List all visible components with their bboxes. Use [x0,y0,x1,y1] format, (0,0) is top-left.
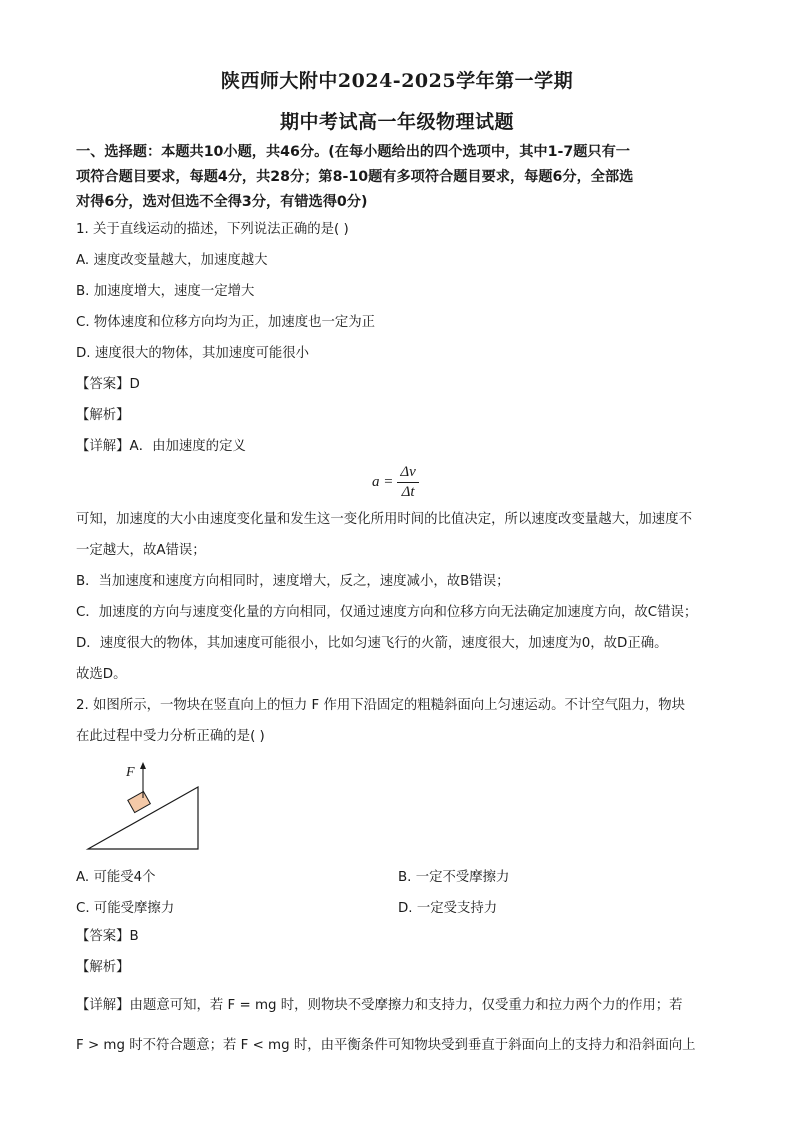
formula-denominator: Δt [401,484,415,500]
acceleration-formula [372,464,419,501]
formula-fraction [397,464,418,501]
question-2-analysis-label: 【解析】 [76,960,130,975]
question-1-explanation-line3: B．当加速度和速度方向相同时，速度增大，反之，速度减小，故B错误； [76,574,510,589]
question-1-detail-intro: 【详解】A．由加速度的定义 [76,439,246,454]
question-1-conclusion: 故选D。 [76,667,127,682]
question-1-explanation-line1: 可知，加速度的大小由速度变化量和发生这一变化所用时间的比值决定，所以速度改变量越大，加速度不 [76,512,692,527]
formula-lhs: a = [372,474,394,490]
question-2-answer: 【答案】B [76,929,139,944]
exam-title-line2: 期中考试高一年级物理试题 [279,111,514,133]
formula-numerator: Δv [397,464,418,483]
question-1-analysis-label: 【解析】 [76,408,130,423]
force-label: F [126,765,135,780]
question-2-option-d: D. 一定受支持力 [398,901,498,916]
question-1-stem: 1. 关于直线运动的描述，下列说法正确的是( ) [76,222,349,237]
question-2-option-c: C. 可能受摩擦力 [76,901,175,916]
question-1-explanation-line4: C．加速度的方向与速度变化量的方向相同，仅通过速度方向和位移方向无法确定加速度方向，故C错误； [76,605,698,620]
question-1-option-d: D. 速度很大的物体，其加速度可能很小 [76,346,310,361]
question-2-option-a: A. 可能受4个 [76,870,156,885]
question-2-stem-line1: 2. 如图所示，一物块在竖直向上的恒力 F 作用下沿固定的粗糙斜面向上匀速运动。不计空气阻力，物块 [76,698,686,713]
question-2-option-b: B. 一定不受摩擦力 [398,870,510,885]
question-1-option-c: C. 物体速度和位移方向均为正，加速度也一定为正 [76,315,376,330]
question-2-detail-line2: F > mg 时不符合题意；若 F < mg 时，由平衡条件可知物块受到垂直于斜面向上的支持力和沿斜面向上 [76,1038,696,1053]
incline-figure [80,758,210,856]
question-1-option-a: A. 速度改变量越大，加速度越大 [76,253,268,268]
exam-title-line1: 陕西师大附中2024-2025学年第一学期 [220,70,574,92]
question-1-explanation-line2: 一定越大，故A错误； [76,543,206,558]
section-instructions-line2: 项符合题目要求，每题4分，共28分；第8-10题有多项符合题目要求，每题6分，全部选 [76,169,634,185]
question-1-answer: 【答案】D [76,377,140,392]
block-on-slope [128,792,151,813]
question-2-detail-line1: 【详解】由题意可知，若 F = mg 时，则物块不受摩擦力和支持力，仅受重力和拉力两个力的作用；若 [76,998,683,1013]
section-instructions-line1: 一、选择题：本题共10小题，共46分。(在每小题给出的四个选项中，其中1-7题只有一 [76,144,630,160]
question-1-explanation-line5: D．速度很大的物体，其加速度可能很小，比如匀速飞行的火箭，速度很大，加速度为0，故D正确。 [76,636,668,651]
section-instructions-line3: 对得6分，选对但选不全得3分，有错选得0分) [76,194,368,210]
question-1-option-b: B. 加速度增大，速度一定增大 [76,284,255,299]
force-arrow-head [140,762,146,769]
question-2-stem-line2: 在此过程中受力分析正确的是( ) [76,729,265,744]
